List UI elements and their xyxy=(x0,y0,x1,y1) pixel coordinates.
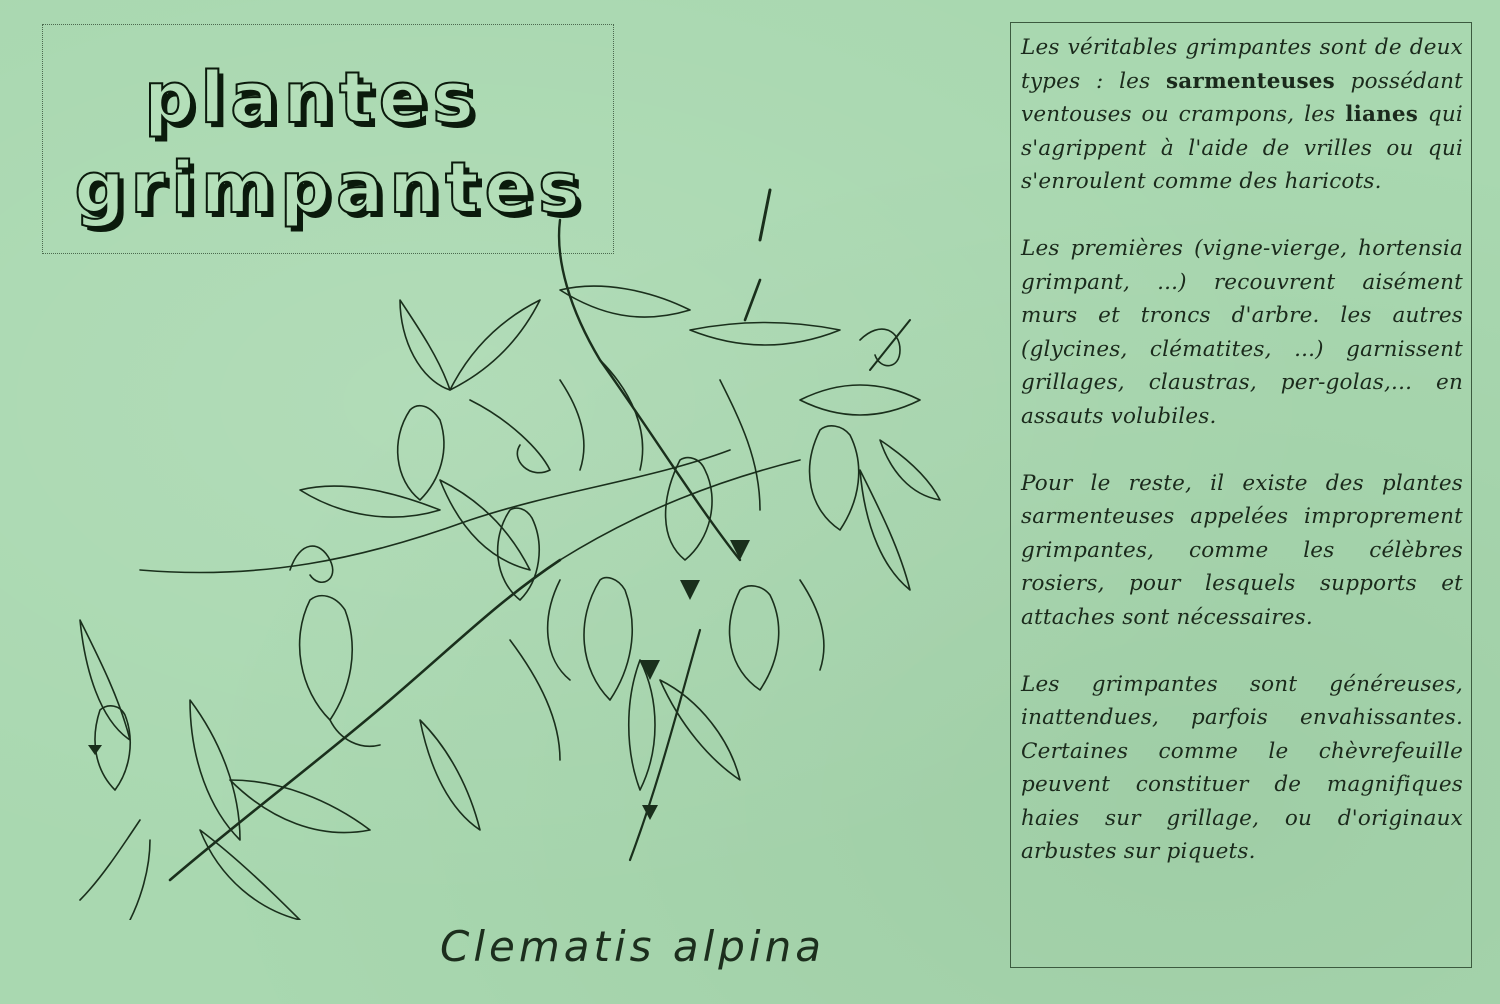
term-sarmenteuses: sarmenteuses xyxy=(1166,68,1335,94)
paragraph-1-part-c: possédant ventouses ou crampons, les xyxy=(1021,68,1463,128)
clematis-illustration xyxy=(40,180,970,920)
paragraph-3: Pour le reste, il existe des plantes sarmenteuses appelées improprement grimpantes, comme les célèbres rosiers, pour lesquels supports et attaches sont nécessaires. xyxy=(1021,470,1463,630)
paragraph-1-part-a: Les véritables grimpantes sont de deux types : les xyxy=(1021,35,1463,94)
title-line-1: plantes xyxy=(144,57,480,139)
title-line-2: grimpantes xyxy=(74,147,586,229)
paragraph-1-part-e: qui s'agrippent à l'aide de vrilles ou qui s'enroulent comme des haricots. xyxy=(1021,102,1464,195)
paragraph-1 xyxy=(1021,31,1463,199)
paragraph-2: Les premières (vigne-vierge, hortensia grimpant, ...) recouvrent aisément murs et troncs d'arbre. les autres (glycines, clématites, ...) garnissent grillages, claustras, per-golas,... en assauts volubiles. xyxy=(1021,235,1463,429)
illustration-caption: Clematis alpina xyxy=(440,922,825,971)
paragraph-4: Les grimpantes sont généreuses, inattendues, parfois envahissantes. Certaines comme le chèvrefeuille peuvent constituer de magnifiques haies sur grillage, ou d'originaux arbustes sur piquets. xyxy=(1021,671,1463,865)
term-lianes: lianes xyxy=(1345,102,1419,128)
text-box xyxy=(1010,22,1472,968)
